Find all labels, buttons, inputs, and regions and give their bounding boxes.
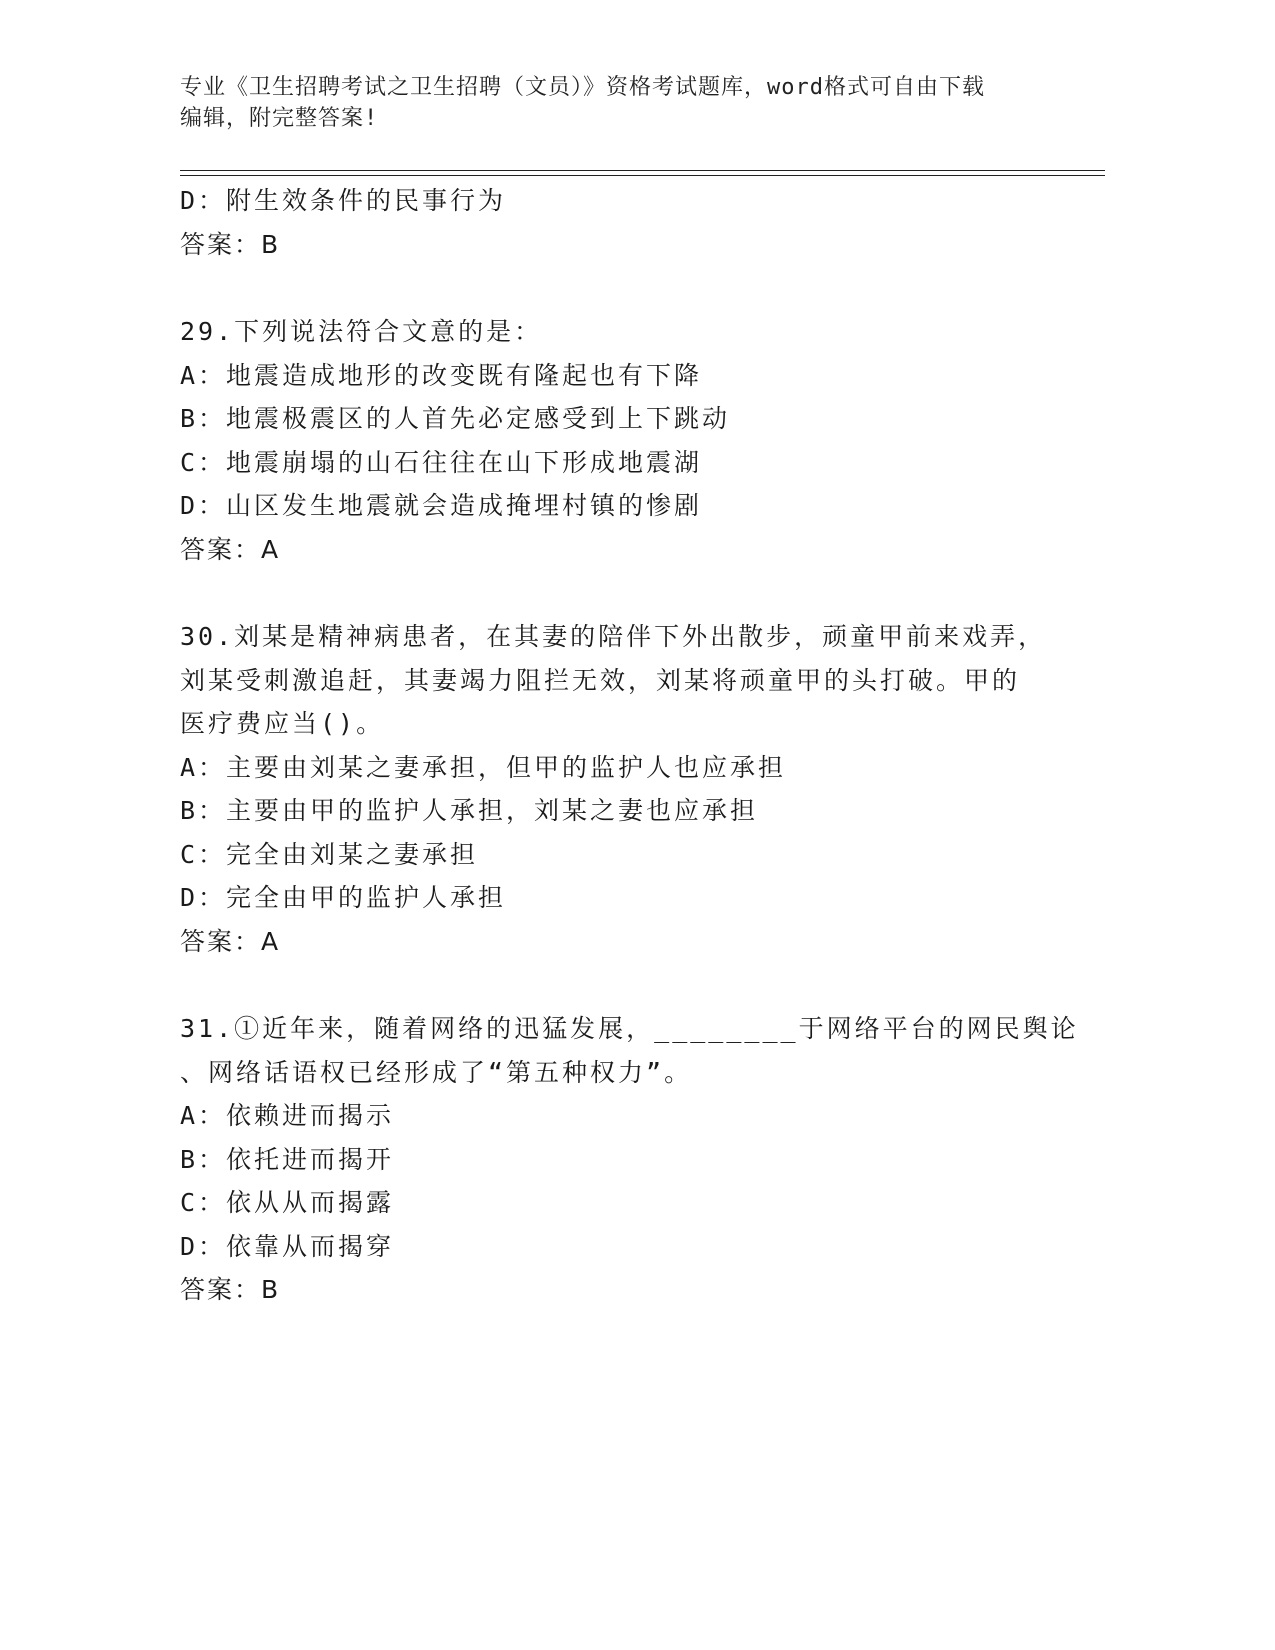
q30-stem-line-2: 刘某受刺激追赶，其妻竭力阻拦无效，刘某将顽童甲的头打破。甲的 [180,666,1021,695]
q31-answer: 答案：B [180,1275,281,1304]
page-header [180,72,1060,134]
q30-option-d: D：完全由甲的监护人承担 [180,883,507,912]
q29-stem: 29.下列说法符合文意的是： [180,317,543,346]
q30-stem-line-3: 医疗费应当()。 [180,709,385,738]
header-rule-top [180,170,1105,171]
header-line-2: 编辑，附完整答案! [180,106,379,131]
header-line-1: 专业《卫生招聘考试之卫生招聘（文员）》资格考试题库，word格式可自由下载 [180,75,985,100]
q29-option-a: A：地震造成地形的改变既有隆起也有下降 [180,361,703,390]
q31-option-a: A：依赖进而揭示 [180,1101,395,1130]
q29-option-b: B：地震极震区的人首先必定感受到上下跳动 [180,404,731,433]
q29-answer: 答案：A [180,535,281,564]
q30-option-b: B：主要由甲的监护人承担，刘某之妻也应承担 [180,796,759,825]
prev-question-option-d: D：附生效条件的民事行为 [180,186,507,215]
q31-option-c: C：依从从而揭露 [180,1188,395,1217]
q31-stem-line-2: 、网络话语权已经形成了“第五种权力”。 [180,1058,693,1087]
q30-stem-line-1: 30.刘某是精神病患者，在其妻的陪伴下外出散步，顽童甲前来戏弄， [180,622,1047,651]
q31-option-d: D：依靠从而揭穿 [180,1232,395,1261]
q30-answer: 答案：A [180,927,281,956]
q30-option-c: C：完全由刘某之妻承担 [180,840,479,869]
q29-option-c: C：地震崩塌的山石往往在山下形成地震湖 [180,448,703,477]
prev-question-answer: 答案：B [180,230,281,259]
q30-option-a: A：主要由刘某之妻承担，但甲的监护人也应承担 [180,753,787,782]
q31-option-b: B：依托进而揭开 [180,1145,395,1174]
q31-stem-line-1: 31.①近年来，随着网络的迅猛发展，________于网络平台的网民舆论 [180,1014,1079,1043]
q29-option-d: D：山区发生地震就会造成掩埋村镇的惨剧 [180,491,703,520]
header-rule-bottom [180,175,1105,176]
